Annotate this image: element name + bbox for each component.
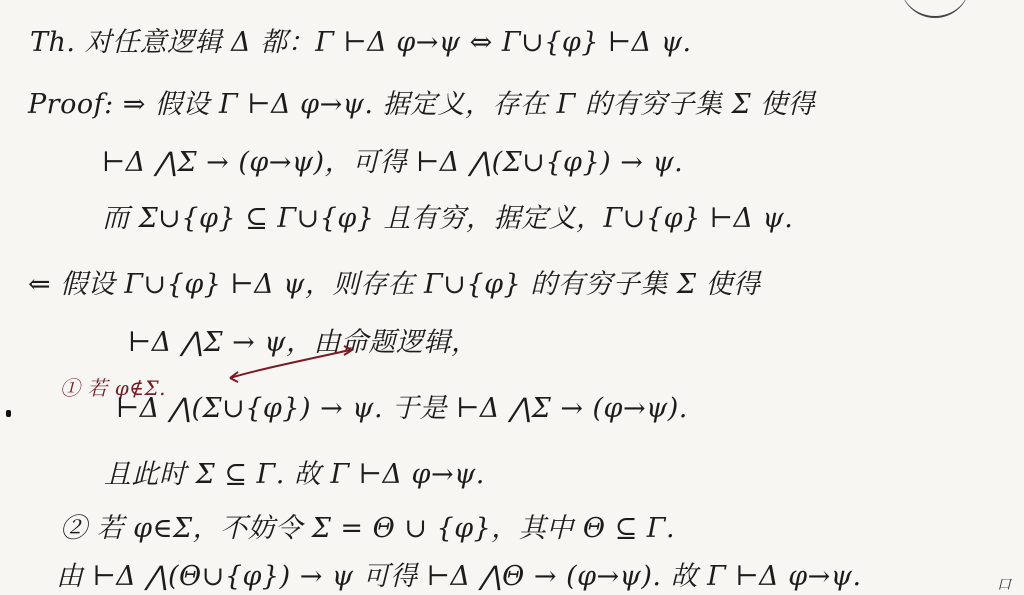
proof-line-9: 由 ⊢Δ ⋀(Θ∪{φ}) → ψ 可得 ⊢Δ ⋀Θ → (φ→ψ). 故 Γ ⊢Δ φ→ψ. xyxy=(56,561,862,592)
margin-dot xyxy=(6,410,11,417)
proof-line-6: ⊢Δ ⋀(Σ∪{φ}) → ψ. 于是 ⊢Δ ⋀Σ → (φ→ψ). xyxy=(116,393,688,424)
proof-line-7: 且此时 Σ ⊆ Γ. 故 Γ ⊢Δ φ→ψ. xyxy=(104,459,485,490)
corner-mark: 口 xyxy=(997,577,1011,593)
case-one-annotation: ① 若 φ∉Σ. xyxy=(60,376,167,400)
proof-line-5: ⊢Δ ⋀Σ → ψ，由命题逻辑， xyxy=(128,327,479,358)
proof-line-8: ② 若 φ∈Σ，不妨令 Σ = Θ ∪ {φ}，其中 Θ ⊆ Γ. xyxy=(60,513,676,544)
theorem-line: Th. 对任意逻辑 Δ 都：Γ ⊢Δ φ→ψ ⇔ Γ∪{φ} ⊢Δ ψ. xyxy=(30,27,692,58)
proof-line-3: 而 Σ∪{φ} ⊆ Γ∪{φ} 且有穷，据定义，Γ∪{φ} ⊢Δ ψ. xyxy=(102,203,794,234)
annotation-arrow xyxy=(226,340,366,390)
proof-line-1: Proof: ⇒ 假设 Γ ⊢Δ φ→ψ. 据定义，存在 Γ 的有穷子集 Σ 使得 xyxy=(28,89,816,120)
top-arc-stroke xyxy=(900,0,970,18)
proof-line-2: ⊢Δ ⋀Σ → (φ→ψ)，可得 ⊢Δ ⋀(Σ∪{φ}) → ψ. xyxy=(102,147,684,178)
proof-line-4: ⇐ 假设 Γ∪{φ} ⊢Δ ψ，则存在 Γ∪{φ} 的有穷子集 Σ 使得 xyxy=(28,269,761,300)
